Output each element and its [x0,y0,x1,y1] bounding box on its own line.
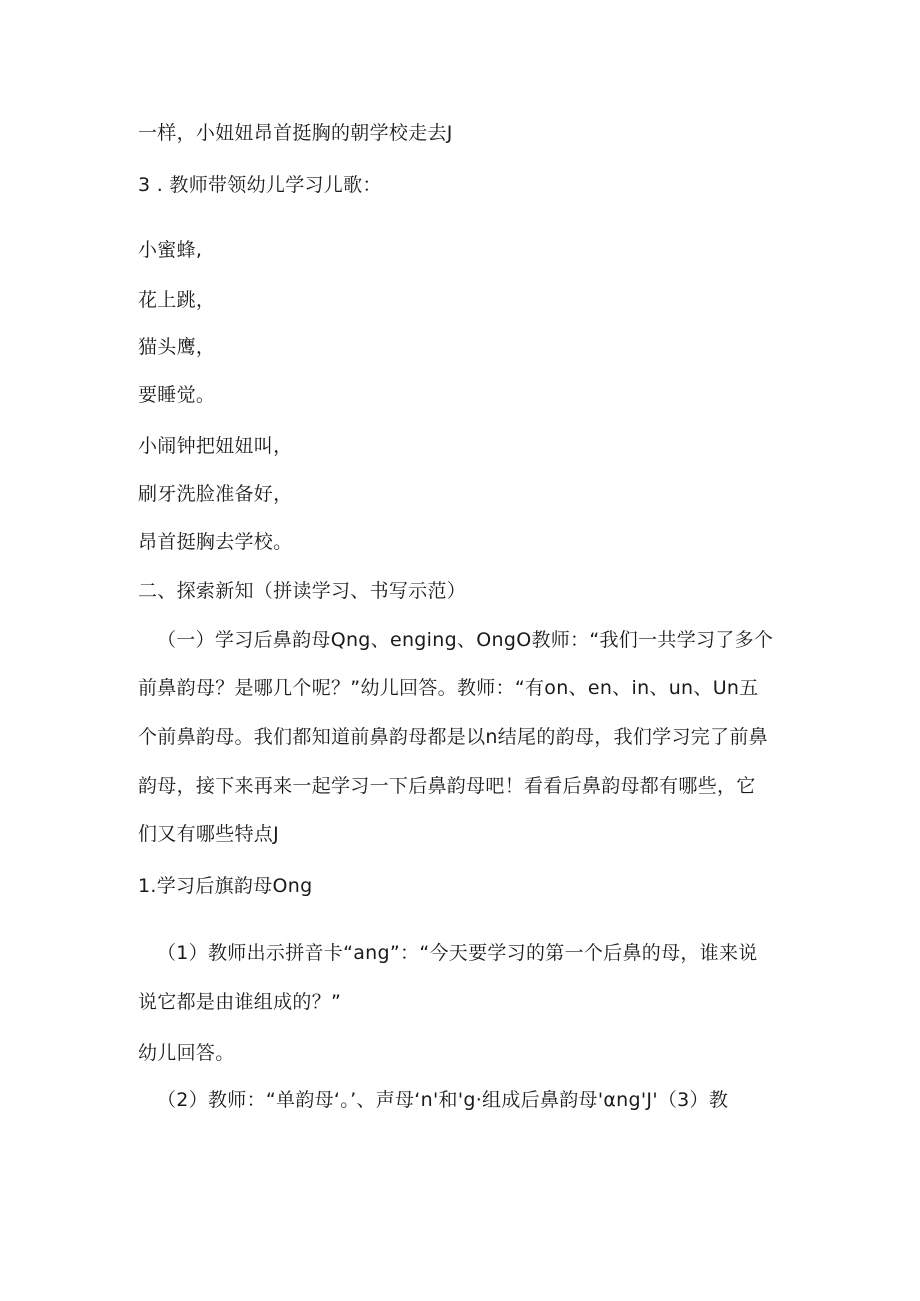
poem-line-5: 小闹钟把妞妞叫， [138,435,293,457]
text-line-2: 3 . 教师带领幼儿学习儿歌： [138,174,382,196]
paragraph-line-1: （一）学习后鼻韵母Qng、enging、OngO教师：“我们一共学习了多个 [157,629,774,651]
text-line-1: 一样，小妞妞昂首挺胸的朝学校走去J [138,122,453,144]
subsection-heading: 1.学习后旗韵母Ong [138,875,313,897]
step-1-line-1: （1）教师出示拼音卡“ang”：“今天要学习的第一个后鼻的母，谁来说 [157,942,758,964]
paragraph-line-2: 前鼻韵母？是哪几个呢？”幼儿回答。教师：“有on、en、in、un、Un五 [138,677,759,699]
poem-line-1: 小蜜蜂, [138,239,203,261]
step-1-line-2: 说它都是由谁组成的？” [138,991,342,1013]
paragraph-line-4: 韵母，接下来再来一起学习一下后鼻韵母吧！看看后鼻韵母都有哪些，它 [138,775,756,797]
step-2-line: （2）教师：“单韵母‘。’、声母‘n'和'g·组成后鼻韵母'αng'J'（3）教 [157,1089,729,1111]
poem-line-3: 猫头鹰， [138,336,216,358]
paragraph-line-3: 个前鼻韵母。我们都知道前鼻韵母都是以n结尾的韵母，我们学习完了前鼻 [138,726,768,748]
poem-line-6: 刷牙洗脸准备好， [138,483,293,505]
paragraph-line-5: 们又有哪些特点J [138,823,280,845]
poem-line-4: 要睡觉。 [138,384,216,406]
section-heading: 二、探索新知（拼读学习、书写示范） [138,580,467,602]
child-answer: 幼儿回答。 [138,1042,235,1064]
poem-line-2: 花上跳， [138,289,216,311]
poem-line-7: 昂首挺胸去学校。 [138,531,293,553]
